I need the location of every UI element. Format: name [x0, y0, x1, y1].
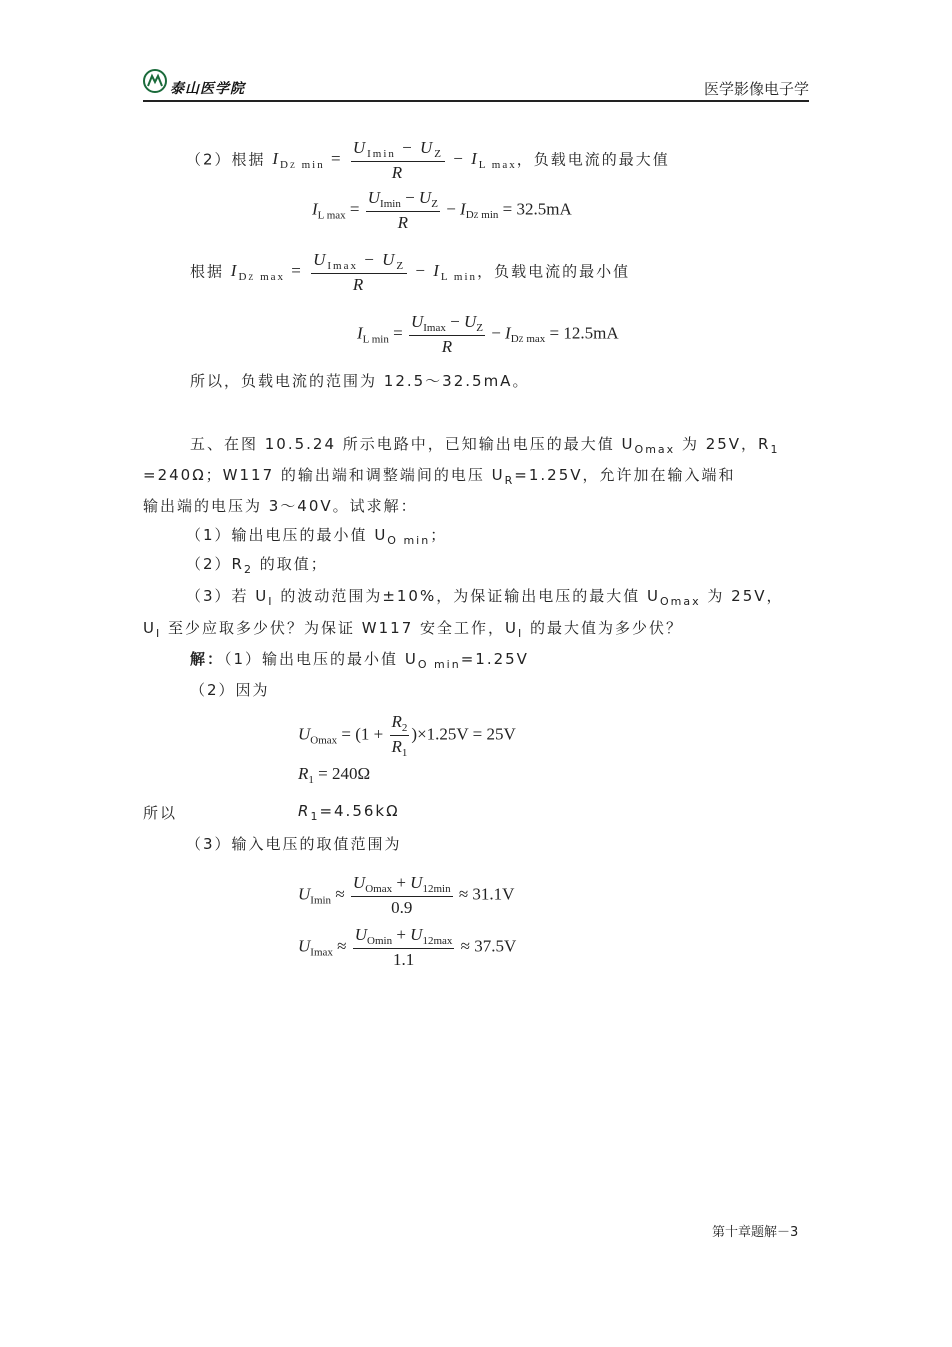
problem5-line1: 五、在图 10.5.24 所示电路中，已知输出电压的最大值 $U_{Omax}$ 为 25V，$R_1$ [190, 435, 780, 456]
formula-ilmin: $I_{L min}$ = $\frac{U_{Imax} - U_Z}{R}$ − $I_{DZ max} = 12.5mA$ [357, 312, 619, 356]
problem5-line2: =240Ω；W117 的输出端和调整端间的电压 $U_R=1.25V$，允许加在输入端和 [143, 466, 736, 487]
formula-idzmax: $I_{DZ max}$ = $\frac{U_{Imax} - U_Z}{R}$ − $I_{L min}$ [230, 250, 478, 294]
formula-uimax: $U_{Imax}$ ≈ $\frac{U_{Omin} + U_{12max}}{1.1}$ ≈ 37.5V [298, 925, 517, 969]
part2-suffix: ，负载电流的最大值 [516, 150, 670, 169]
course-title: 医学影像电子学 [703, 80, 809, 98]
formula-r1: $R_1 = 240\Omega$ [298, 764, 371, 786]
idzmax-line [190, 250, 630, 295]
page-number: 第十章题解－3 [712, 1225, 799, 1240]
problem5-q1: （1）输出电压的最小值 $U_{O min}$； [186, 526, 448, 547]
range-conclusion: 所以，负载电流的范围为 12.5～32.5mA。 [190, 372, 530, 390]
idzmax-suffix: ，负载电流的最小值 [477, 262, 631, 281]
problem5-line3: 输出端的电压为 3～40V。试求解： [143, 497, 418, 515]
school-logo [143, 69, 167, 93]
ilmax-result: = 32.5mA [502, 199, 572, 219]
r1-value: $R_1=4.56k\Omega$ [298, 802, 400, 823]
part2-prefix: （2）根据 [186, 150, 266, 169]
formula-idzmin: $I_{DZ min}$ = $\frac{U_{Imin} - U_Z}{R}$ − $I_{L max}$ [272, 138, 517, 182]
formula-uimin: $U_{Imin}$ ≈ $\frac{U_{Omax} + U_{12min}}{0.9}$ ≈ 31.1V [298, 873, 515, 917]
problem5-q2: $(2)R_2$ 的取值； [186, 555, 328, 576]
header-rule [143, 100, 809, 102]
problem5-q3b: $U_I$ 至少应取多少伏？为保证 W117 安全工作，$U_I$ 的最大值为多少伏？ [143, 619, 684, 640]
school-name: 泰山医学院 [170, 81, 245, 97]
idzmax-prefix: 根据 [190, 262, 225, 281]
formula-uomax: $U_{Omax} = (1$ + $\frac{R_2}{R_1}$ )×1.25V = 25V [298, 712, 516, 759]
solution-s2: （2）因为 [190, 681, 270, 699]
ilmin-result: = 12.5mA [549, 323, 619, 343]
solution-s1: 解：（1）输出电压的最小值 $U_{O min}=1.25V$ [190, 650, 529, 671]
formula-ilmax: $I_{L max}$ = $\frac{U_{Imin} - U_Z}{R}$ − $I_{DZ min} = 32.5mA$ [312, 188, 572, 232]
solution-s3: （3）输入电压的取值范围为 [186, 835, 402, 853]
logo-emblem-icon [145, 71, 165, 91]
problem5-q3a: （3）若 $U_I$ 的波动范围为±10%，为保证输出电压的最大值 $U_{Omax}$ 为 25V， [186, 587, 784, 608]
part2-line [186, 138, 670, 183]
solution-label: 解： [190, 650, 225, 668]
so-label: 所以 [143, 804, 178, 822]
